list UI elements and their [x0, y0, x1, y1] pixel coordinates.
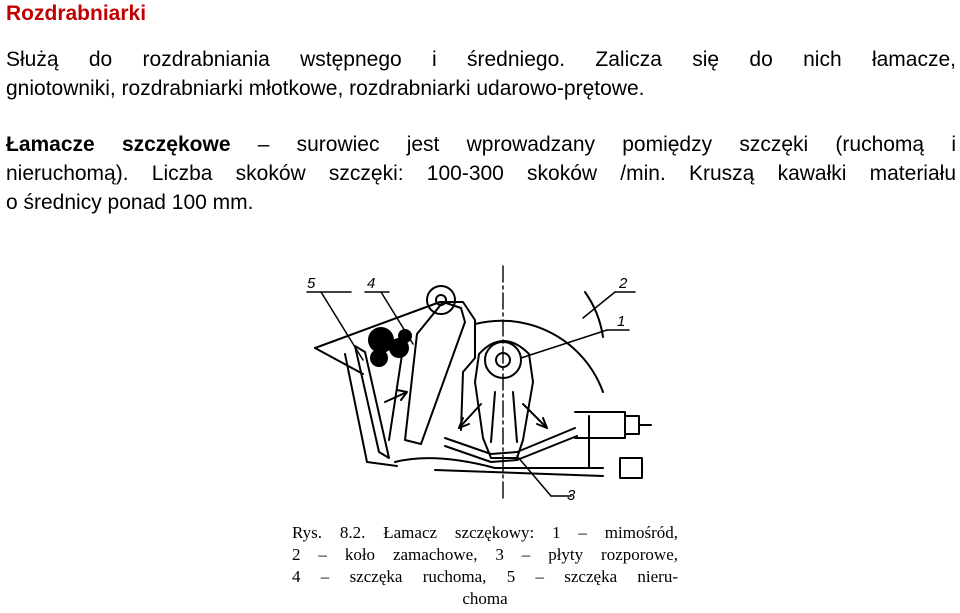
caption-line-4: choma	[462, 589, 508, 608]
toggle-plates	[445, 428, 575, 454]
label-5: 5	[307, 275, 316, 292]
caption-line-1: Rys. 8.2. Łamacz szczękowy: 1 – mimośród,	[292, 523, 678, 542]
figure-caption	[292, 522, 678, 610]
jaw-line-2: nieruchomą). Liczba skoków szczęki: 100-300 skoków /min. Kruszą kawałki materiału	[6, 162, 956, 185]
jaw-crusher-diagram	[285, 262, 685, 522]
eccentric-housing	[475, 341, 533, 458]
jaw-line-3: o średnicy ponad 100 mm.	[6, 191, 254, 214]
top-pivot	[427, 286, 455, 314]
jaw-line-1	[6, 130, 956, 159]
page-title: Rozdrabniarki	[6, 2, 147, 25]
label-4: 4	[367, 275, 376, 292]
label-3: 3	[567, 487, 576, 504]
caption-line-2: 2 – koło zamachowe, 3 – płyty rozporowe,	[292, 545, 678, 564]
moving-jaw	[405, 302, 465, 444]
jaw-crusher-term: Łamacze szczękowe	[6, 133, 231, 156]
connecting-rod	[491, 392, 517, 442]
jaw-line-1-rest: – surowiec jest wprowadzany pomiędzy szczęki (ruchomą i	[230, 133, 956, 156]
tension-rod	[575, 412, 625, 438]
intro-line-1: Służą do rozdrabniania wstępnego i średniego. Zalicza się do nich łamacze,	[6, 48, 956, 71]
label-2: 2	[619, 275, 628, 292]
label-1: 1	[617, 313, 626, 330]
jaw-crusher-paragraph	[6, 130, 956, 217]
flywheel-outline	[475, 321, 603, 392]
caption-line-3: 4 – szczęka ruchoma, 5 – szczęka nieru-	[292, 567, 678, 586]
intro-paragraph	[6, 45, 956, 103]
intro-line-2: gniotowniki, rozdrabniarki młotkowe, rozdrabniarki udarowo-prętowe.	[6, 77, 645, 100]
material-lumps	[368, 327, 412, 367]
